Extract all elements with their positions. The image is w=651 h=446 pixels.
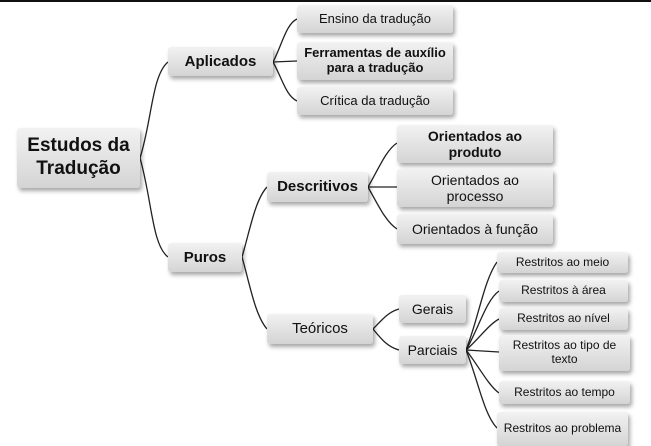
connector-descritivos-produto [368, 143, 397, 187]
connector-teoricos-parciais [373, 329, 399, 350]
connector-parciais-tipo [466, 350, 499, 352]
connector-parciais-meio [466, 262, 497, 350]
connector-root-aplicados [140, 62, 168, 158]
node-aplicados: Aplicados [168, 47, 273, 76]
connector-puros-teoricos [242, 257, 267, 329]
node-ensino-da-traducao: Ensino da tradução [297, 5, 453, 33]
node-teoricos: Teóricos [267, 314, 373, 344]
node-restritos-ao-tempo: Restritos ao tempo [499, 381, 630, 404]
node-parciais: Parciais [399, 336, 466, 364]
connector-teoricos-gerais [373, 309, 399, 329]
node-estudos-da-traducao: Estudos da Tradução [17, 128, 140, 188]
connector-aplicados-ensino [273, 19, 297, 62]
connector-parciais-problema [466, 350, 497, 428]
node-orientados-ao-produto: Orientados ao produto [397, 125, 553, 163]
node-restritos-ao-nivel: Restritos ao nível [499, 308, 628, 330]
connector-parciais-area [466, 291, 499, 350]
connector-descritivos-funcao [368, 187, 397, 229]
connector-aplicados-ferramentas [273, 61, 297, 62]
node-restritos-ao-problema: Restritos ao problema [497, 412, 628, 446]
node-ferramentas-de-auxilio: Ferramentas de auxílio para a tradução [297, 42, 453, 80]
node-puros: Puros [168, 243, 242, 272]
node-restritos-a-area: Restritos à área [499, 280, 628, 302]
node-gerais: Gerais [399, 295, 466, 323]
node-critica-da-traducao: Crítica da tradução [297, 87, 453, 115]
connector-aplicados-critica [273, 62, 297, 101]
connector-root-puros [140, 158, 168, 257]
node-restritos-ao-meio: Restritos ao meio [497, 252, 628, 273]
connector-puros-descritivos [242, 187, 267, 257]
connector-parciais-tempo [466, 350, 499, 393]
node-restritos-ao-tipo-de-texto: Restritos ao tipo de texto [499, 335, 630, 371]
node-descritivos: Descritivos [267, 172, 368, 202]
node-orientados-a-funcao: Orientados à função [397, 214, 553, 244]
node-orientados-ao-processo: Orientados ao processo [397, 169, 553, 207]
